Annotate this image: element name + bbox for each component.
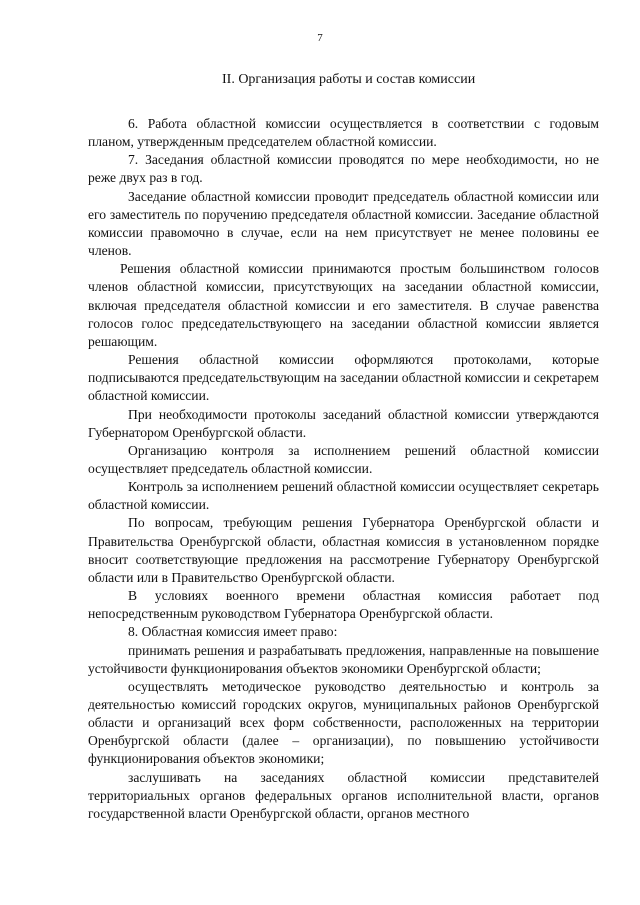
page-number: 7 bbox=[317, 32, 323, 44]
paragraph-decisions-protocols: Решения областной комиссии оформляются протоколами, которые подписываются председательствующим на заседании областной комиссии и секретарем областной комиссии. bbox=[88, 352, 599, 404]
paragraph-control-organization: Организацию контроля за исполнением решений областной комиссии осуществляет председатель областной комиссии. bbox=[88, 442, 599, 476]
paragraph-protocol-approval: При необходимости протоколы заседаний областной комиссии утверждаются Губернатором Оренбургской области. bbox=[88, 406, 599, 440]
paragraph-6-work-plan: 6. Работа областной комиссии осуществляется в соответствии с годовым планом, утвержденным председателем областной комиссии. bbox=[88, 116, 599, 150]
paragraph-right-hearings: заслушивать на заседаниях областной комиссии представителей территориальных органов федеральных органов исполнительной власти, органов государственной власти Оренбургской области, органов местного bbox=[88, 769, 599, 821]
paragraph-meeting-chair: Заседание областной комиссии проводит председатель областной комиссии или его заместитель по поручению председателя областной комиссии. Заседание областной комиссии правомочно в случае, если на нем присутствует не менее половины ее членов. bbox=[88, 188, 599, 259]
paragraph-7-meetings: 7. Заседания областной комиссии проводятся по мере необходимости, но не реже двух раз в год. bbox=[88, 152, 599, 186]
paragraph-8-rights: 8. Областная комиссия имеет право: bbox=[128, 624, 338, 640]
document-body bbox=[88, 115, 599, 823]
paragraph-control-secretary: Контроль за исполнением решений областной комиссии осуществляет секретарь областной комиссии. bbox=[88, 479, 599, 513]
paragraph-wartime: В условиях военного времени областная комиссия работает под непосредственным руководством Губернатора Оренбургской области. bbox=[88, 588, 599, 622]
paragraph-right-decisions: принимать решения и разрабатывать предложения, направленные на повышение устойчивости функционирования объектов экономики Оренбургской области; bbox=[88, 642, 599, 676]
paragraph-decisions-voting: Решения областной комиссии принимаются простым большинством голосов членов областной комиссии, присутствующих на заседании областной комиссии, включая председателя областной комиссии и его заместителя. В случае равенства голосов голос председательствующего на заседании областной комиссии является решающим. bbox=[88, 261, 599, 349]
paragraph-governor-issues: По вопросам, требующим решения Губернатора Оренбургской области и Правительства Оренбургской области, областная комиссия в установленном порядке вносит соответствующие предложения на рассмотрение Губернатору Оренбургской области или в Правительство Оренбургской области. bbox=[88, 515, 599, 585]
paragraph-right-methodical-guidance: осуществлять методическое руководство деятельностью и контроль за деятельностью комиссий городских округов, муниципальных районов Оренбургской области и организаций всех форм собственности, расположенных на территории Оренбургской области (далее – организации), по повышению устойчивости функционирования объектов экономики; bbox=[88, 678, 599, 767]
section-heading: II. Организация работы и состав комиссии bbox=[222, 72, 476, 87]
